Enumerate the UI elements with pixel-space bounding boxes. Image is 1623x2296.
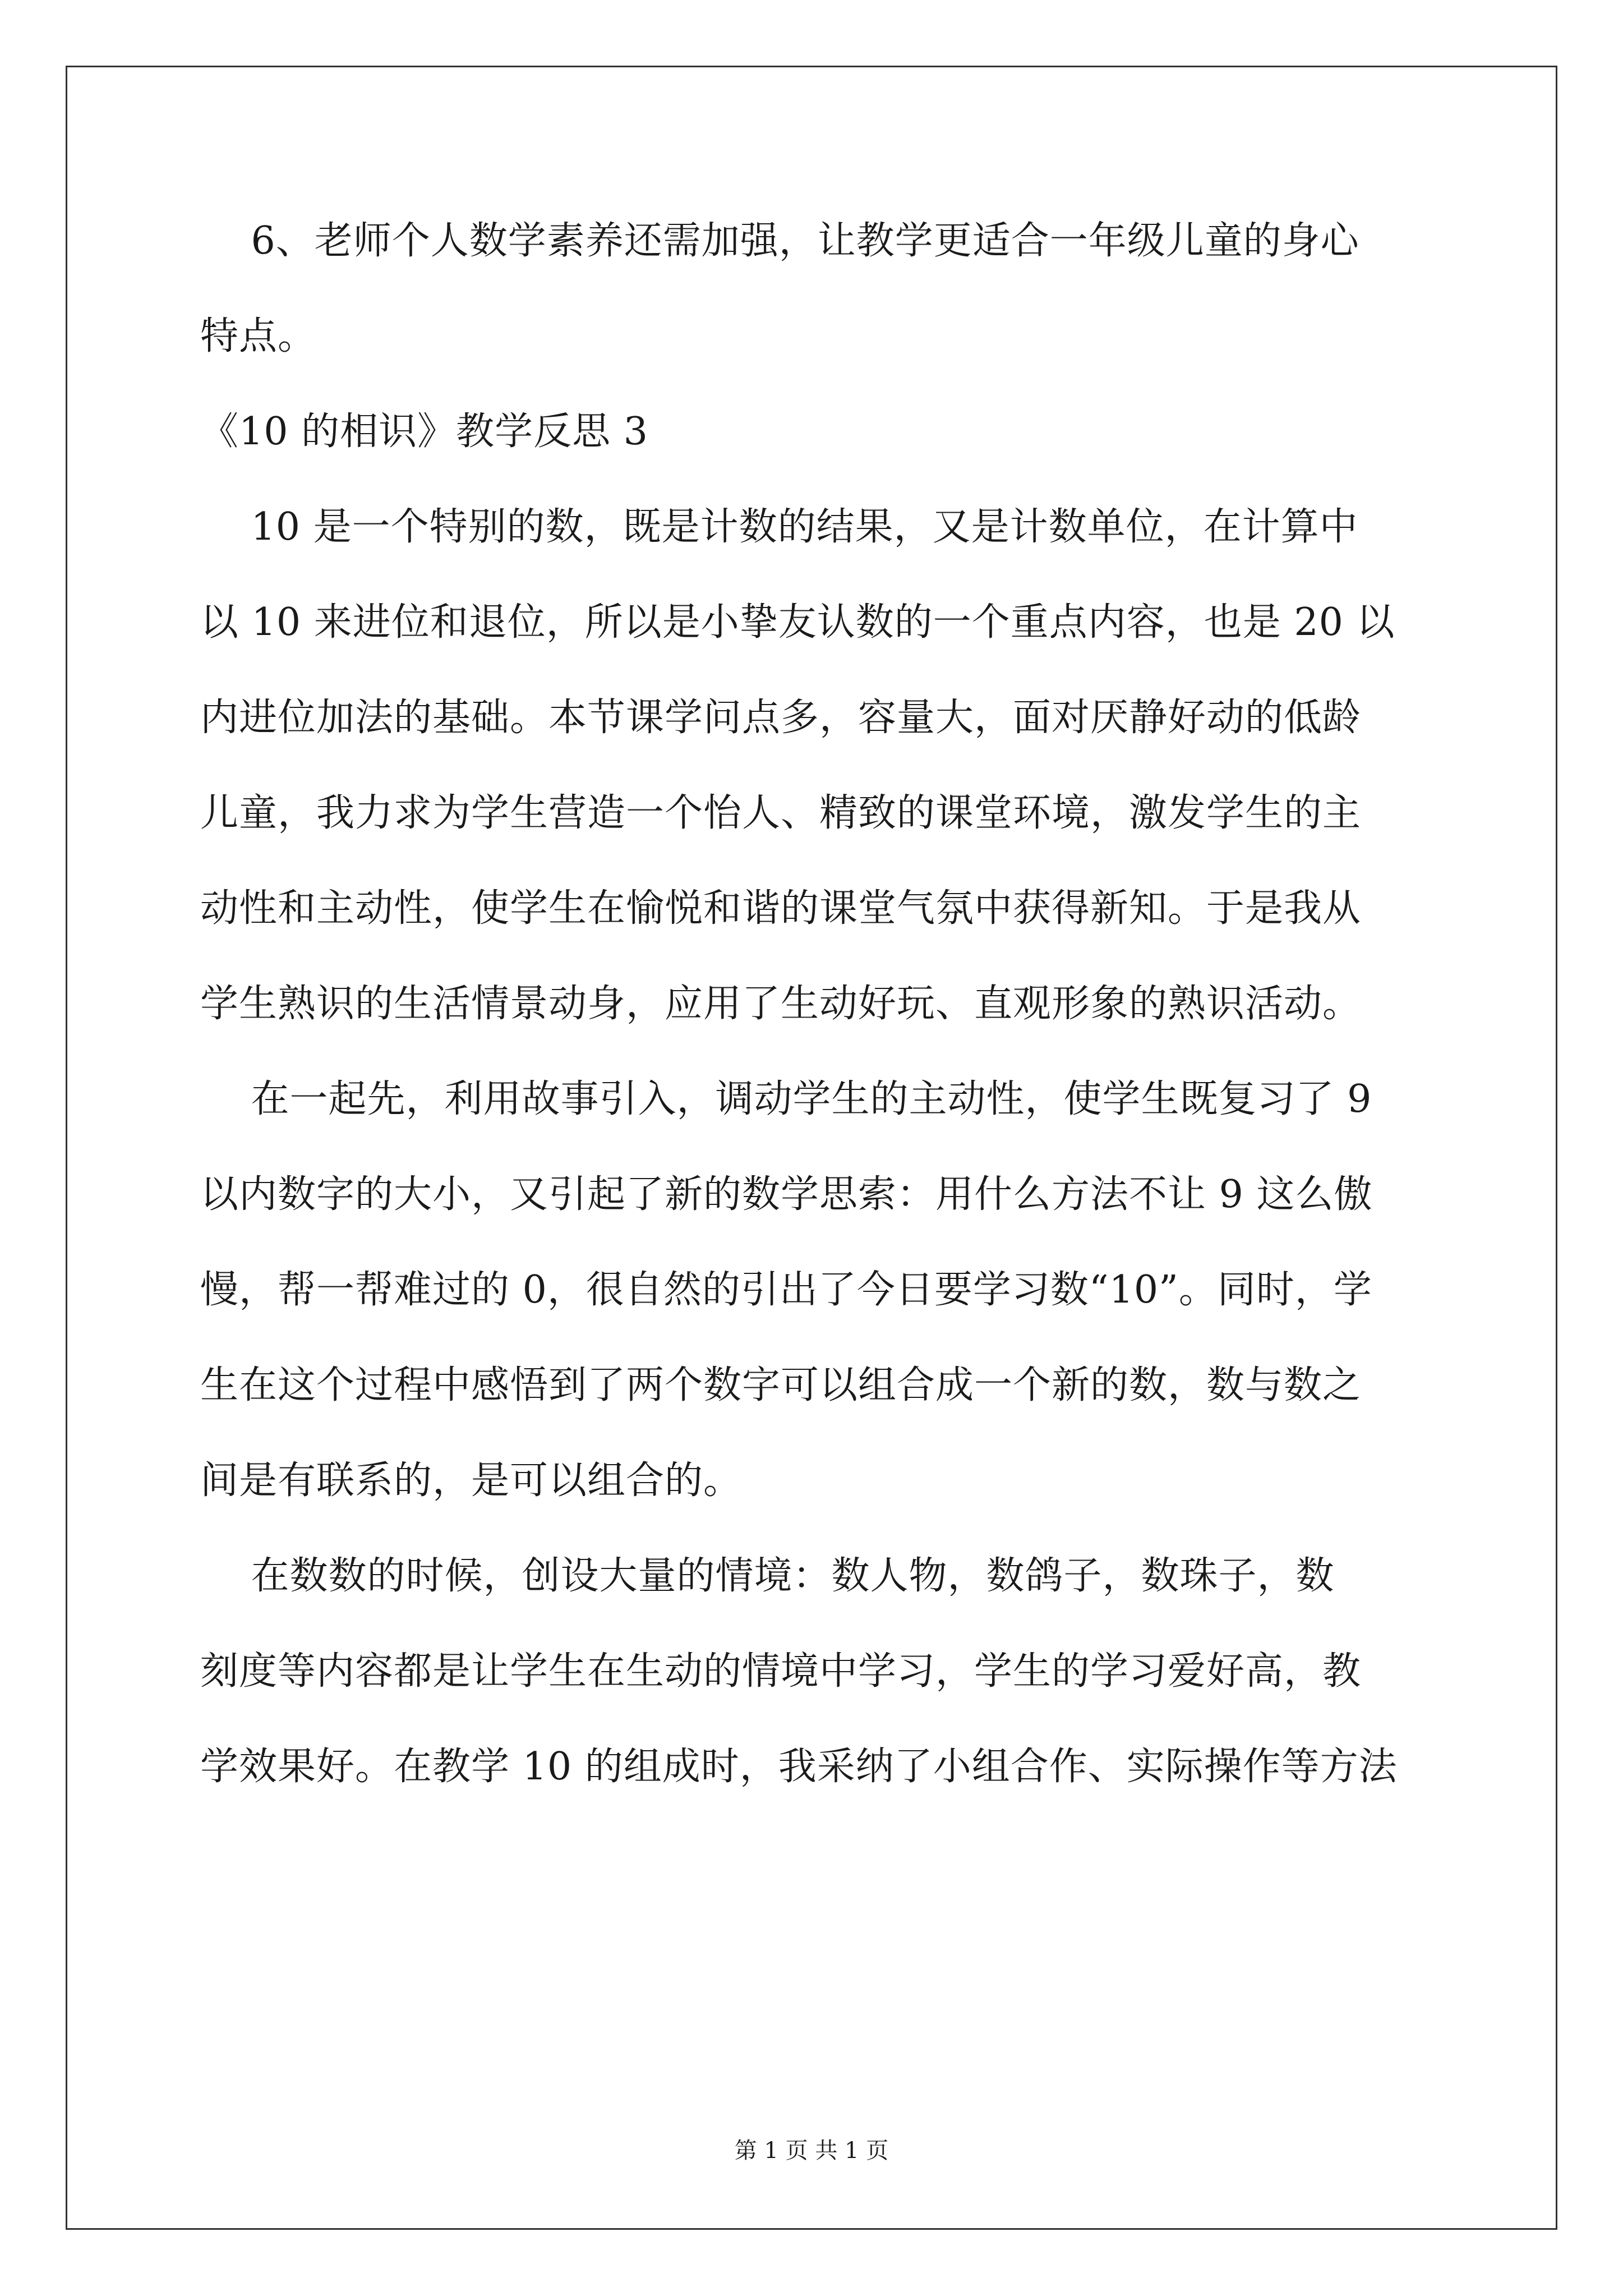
text-line: 在数数的时候，创设大量的情境：数人物，数鸽子，数珠子，数: [200, 1554, 1335, 1598]
text-line: 儿童，我力求为学生营造一个怡人、精致的课堂环境，激发学生的主: [200, 791, 1362, 835]
text-line: 学效果好。在教学 10 的组成时，我采纳了小组合作、实际操作等方法: [200, 1745, 1398, 1789]
text-line: 动性和主动性，使学生在愉悦和谐的课堂气氛中获得新知。于是我从: [200, 886, 1362, 931]
text-line: 间是有联系的，是可以组合的。: [200, 1458, 743, 1503]
text-line: 慢，帮一帮难过的 0，很自然的引出了今日要学习数“10”。同时，学: [200, 1268, 1372, 1312]
section-heading: 《10 的相识》教学反思 3: [200, 409, 649, 454]
text-line: 6、老师个人数学素养还需加强，让教学更适合一年级儿童的身心: [200, 219, 1359, 263]
text-line: 以 10 来进位和退位，所以是小挚友认数的一个重点内容，也是 20 以: [200, 600, 1395, 645]
text-line: 学生熟识的生活情景动身，应用了生动好玩、直观形象的熟识活动。: [200, 982, 1362, 1026]
page-border: [66, 66, 1557, 2230]
text-line: 10 是一个特别的数，既是计数的结果，又是计数单位，在计算中: [200, 505, 1358, 549]
text-line: 刻度等内容都是让学生在生动的情境中学习，学生的学习爱好高，教: [200, 1649, 1362, 1694]
text-line: 在一起先，利用故事引入，调动学生的主动性，使学生既复习了 9: [200, 1077, 1372, 1121]
text-line: 以内数字的大小，又引起了新的数学思索：用什么方法不让 9 这么傲: [200, 1172, 1373, 1217]
text-line: 生在这个过程中感悟到了两个数字可以组合成一个新的数，数与数之: [200, 1363, 1362, 1407]
text-line: 内进位加法的基础。本节课学问点多，容量大，面对厌静好动的低龄: [200, 696, 1362, 740]
page-number-footer: 第 1 页 共 1 页: [734, 2138, 889, 2164]
text-line: 特点。: [200, 314, 317, 358]
